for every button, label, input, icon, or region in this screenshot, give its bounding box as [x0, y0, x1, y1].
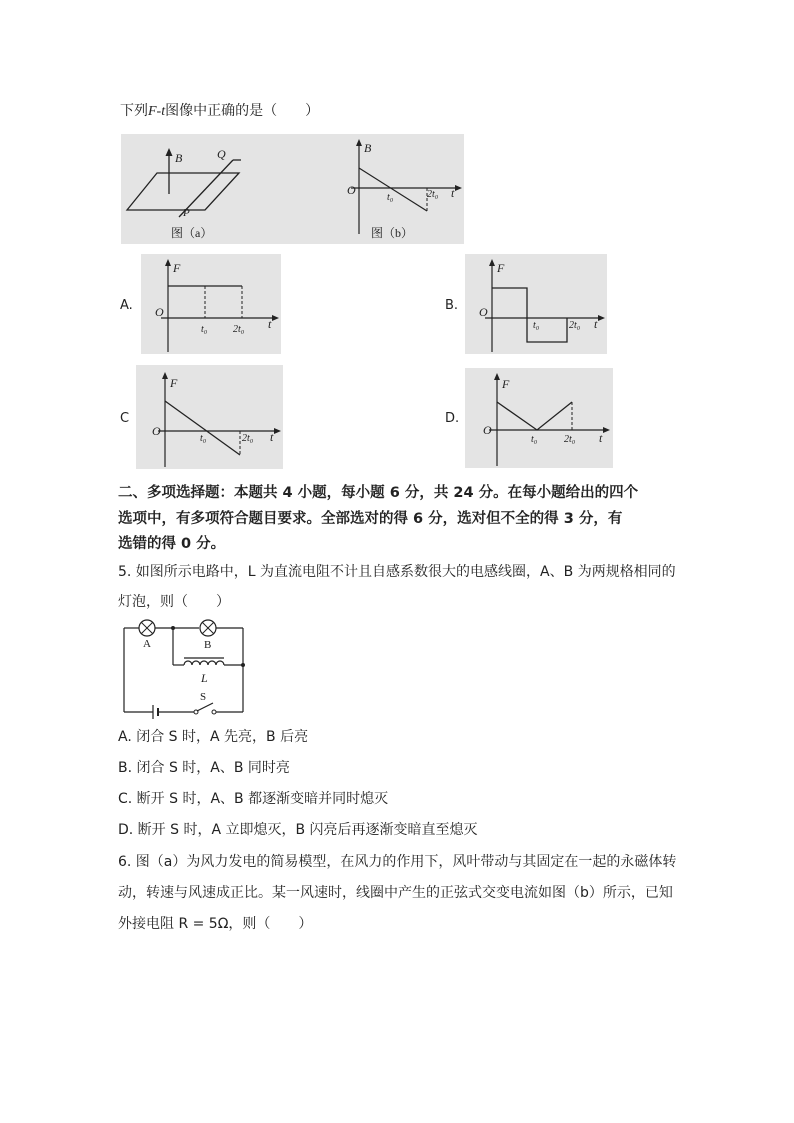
q5-stem-line1: 5. 如图所示电路中，L 为直流电阻不计且自感系数很大的电感线圈，A、B 为两规格相同的: [118, 564, 676, 580]
q4-option-b-letter[interactable]: B.: [445, 298, 459, 313]
q4-option-a-letter[interactable]: A.: [120, 298, 133, 313]
q5-circuit: [118, 614, 253, 724]
q4-option-c-letter[interactable]: C: [120, 411, 130, 426]
q4-figure-ab: [121, 134, 464, 244]
battery-icon: [153, 705, 158, 719]
opt-d-label-f: F: [502, 377, 510, 391]
fig-b-caption: 图（b）: [371, 226, 414, 240]
opt-d-x-arrow: [603, 427, 610, 433]
coil-label: L: [201, 671, 208, 685]
lamp-b-label: B: [204, 639, 212, 651]
opt-b-label-t0: t₀: [533, 320, 540, 331]
opt-d-y-arrow: [494, 373, 500, 380]
fig-a-label-p: P: [183, 207, 190, 219]
lamp-a-label: A: [143, 638, 151, 650]
opt-d-label-t: t: [599, 431, 603, 445]
q5-option-d[interactable]: D. 断开 S 时，A 立即熄灭，B 闪亮后再逐渐变暗直至熄灭: [118, 822, 478, 838]
q4-stem: [120, 101, 319, 122]
opt-d-line: [497, 402, 572, 430]
opt-b-label-o: O: [479, 305, 488, 319]
fig-b-y-arrow: [356, 139, 362, 146]
opt-b-y-arrow: [489, 259, 495, 266]
fig-b-label-o: O: [347, 183, 356, 197]
fig-a-label-q: Q: [217, 147, 226, 161]
fig-b-label-b: B: [364, 141, 372, 155]
q5-circuit-svg: [118, 614, 253, 724]
q5-option-a[interactable]: A. 闭合 S 时，A 先亮，B 后亮: [118, 729, 309, 745]
opt-d-label-2t0: 2t₀: [564, 434, 576, 445]
q4-option-b-graph[interactable]: [465, 254, 607, 354]
opt-d-label-o: O: [483, 423, 492, 437]
section2-line3: 选错的得 0 分。: [118, 536, 226, 552]
q4-stem-prefix: 下列: [120, 103, 148, 119]
fig-a-caption: 图（a）: [171, 226, 213, 240]
opt-a-x-arrow: [272, 315, 279, 321]
lamp-a-icon: [139, 620, 155, 636]
opt-b-label-2t0: 2t₀: [569, 320, 581, 331]
q4-figure-ab-svg: [121, 134, 464, 244]
fig-b-line: [359, 168, 427, 211]
opt-d-label-t0: t₀: [531, 434, 538, 445]
q4-option-d-svg: [465, 368, 613, 468]
opt-c-label-o: O: [152, 424, 161, 438]
q5-option-b[interactable]: B. 闭合 S 时，A、B 同时亮: [118, 760, 290, 776]
section2-line2: 选项中，有多项符合题目要求。全部选对的得 6 分，选对但不全的得 3 分，有: [118, 511, 623, 527]
opt-b-x-arrow: [598, 315, 605, 321]
fig-a-label-b: B: [175, 151, 183, 165]
fig-b-label-t0: t₀: [387, 192, 394, 203]
q4-option-c-svg: [136, 365, 283, 469]
q4-option-d-letter[interactable]: D.: [445, 411, 460, 426]
opt-a-label-2t0: 2t₀: [233, 324, 245, 335]
opt-c-y-arrow: [162, 372, 168, 379]
q4-option-a-svg: [141, 254, 281, 354]
opt-a-label-t0: t₀: [201, 324, 208, 335]
opt-a-label-f: F: [173, 261, 181, 275]
opt-c-label-t0: t₀: [200, 433, 207, 444]
q4-stem-suffix: 图像中正确的是（ ）: [165, 103, 320, 119]
q6-line2: 动，转速与风速成正比。某一风速时，线圈中产生的正弦式交变电流如图（b）所示，已知: [118, 885, 673, 901]
plane-shape: [127, 173, 239, 210]
q6-line1: 6. 图（a）为风力发电的简易模型，在风力的作用下，风叶带动与其固定在一起的永磁体转: [118, 854, 677, 870]
opt-c-label-f: F: [170, 376, 178, 390]
fig-b-x-arrow: [455, 185, 462, 191]
section2-line1: 二、多项选择题：本题共 4 小题，每小题 6 分，共 24 分。在每小题给出的四个: [118, 485, 639, 501]
switch-label: S: [200, 691, 207, 703]
q4-stem-var: F-t: [148, 104, 166, 119]
q4-option-d-graph[interactable]: [465, 368, 613, 468]
opt-b-label-t: t: [594, 317, 598, 331]
opt-c-line: [165, 401, 240, 455]
q5-stem-line2: 灯泡，则（ ）: [118, 594, 230, 610]
b-arrowhead: [166, 148, 173, 156]
opt-a-label-t: t: [268, 317, 272, 331]
lamp-b-icon: [200, 620, 216, 636]
q5-option-c[interactable]: C. 断开 S 时，A、B 都逐渐变暗并同时熄灭: [118, 791, 389, 807]
fig-b-label-2t0: 2t₀: [427, 189, 439, 200]
q4-option-c-graph[interactable]: [136, 365, 283, 469]
q6-line3: 外接电阻 R = 5Ω，则（ ）: [118, 916, 313, 932]
opt-a-label-o: O: [155, 305, 164, 319]
q4-option-a-graph[interactable]: [141, 254, 281, 354]
opt-b-label-f: F: [497, 261, 505, 275]
opt-c-label-2t0: 2t₀: [242, 433, 254, 444]
opt-c-x-arrow: [274, 428, 281, 434]
fig-b-label-t: t: [451, 186, 455, 200]
q4-option-b-svg: [465, 254, 607, 354]
opt-a-y-arrow: [165, 259, 171, 266]
opt-b-line: [492, 288, 567, 342]
opt-c-label-t: t: [270, 430, 274, 444]
inductor-coil-icon: [184, 658, 224, 665]
switch-icon: [194, 703, 216, 714]
